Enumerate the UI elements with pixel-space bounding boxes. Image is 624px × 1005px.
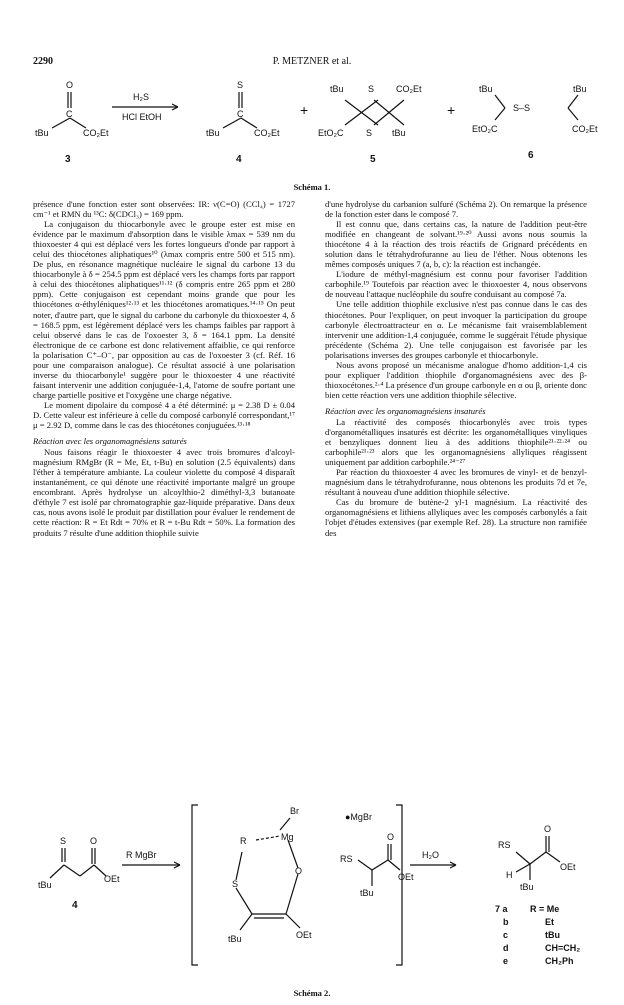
tbu-label-5b: tBu — [392, 128, 406, 138]
atom-s-int: S — [232, 879, 239, 889]
compound-label-3: 3 — [65, 154, 71, 165]
paragraph: Le moment dipolaire du composé 4 a été déterminé: μ = 2.38 D ± 0.04 D. Cette valeur est inférieure à celle du composé carbonylé correspondant,¹⁷ μ = 2.92 D, comme dans le cas des thiocétones conjuguées.¹³·¹⁸ — [33, 399, 295, 431]
legend-r: tBu — [545, 930, 560, 940]
right-column — [325, 199, 587, 538]
tbu-label-7: tBu — [520, 882, 534, 892]
rs-label: RS — [340, 854, 353, 864]
atom-h-7: H — [506, 870, 513, 880]
atom-c-4: C — [237, 109, 244, 119]
paragraph: Une telle addition thiophile exclusive n'est pas connue dans le cas des thiocétones. Pour l'expliquer, on peut invoquer la participation du groupe carbonyle électroattracteur en α. Le mécanisme fait vraisemblablement intervenir une addition-1,4 conjuguée, comme le suggérait l'étude physique précédente (Schéma 2). Une telle conjugaison est favorisée par les polarisations inverses des groupes carbonyle et thiocarbonyle. — [325, 299, 587, 360]
atom-o-7: O — [544, 824, 552, 834]
atom-mg: Mg — [281, 832, 294, 842]
running-head: P. METZNER et al. — [272, 56, 352, 67]
compound-label-5: 5 — [370, 154, 376, 165]
atom-s-4: S — [60, 836, 67, 846]
eto2c-label-6: EtO₂C — [472, 124, 498, 134]
co2et-label: CO₂Et — [83, 128, 109, 138]
plus-sign-2: + — [447, 102, 456, 118]
legend-r: CH₂Ph — [545, 956, 574, 966]
disulfide-label: S–S — [513, 103, 531, 113]
legend-id: b — [503, 917, 509, 927]
paragraph: Cas du bromure de butène-2 yl-1 magnésium. La réactivité des organomagnésiens et lithiens allyliques avec les composés carbonylés a fait l'objet d'études extensives (par exemple Ref. 28). La structure non ramifiée des — [325, 497, 587, 538]
reagent-h2s: H₂S — [133, 92, 149, 102]
reagent-rmgbr: R MgBr — [126, 850, 157, 860]
oet-label-int: OEt — [296, 930, 312, 940]
tbu-label: tBu — [35, 128, 49, 138]
eto2c-label-5: EtO₂C — [318, 128, 344, 138]
oet-label-7: OEt — [560, 862, 576, 872]
legend-id: c — [503, 930, 509, 940]
co2et-label-4: CO₂Et — [254, 128, 280, 138]
oet-label-4: OEt — [104, 874, 120, 884]
paragraph: d'une hydrolyse du carbanion sulfuré (Schéma 2). On remarque la présence de la fonction ester dans le composé 7. — [325, 199, 587, 220]
co2et-label-5: CO₂Et — [396, 84, 422, 94]
section-heading: Réaction avec les organomagnésiens saturés — [33, 436, 187, 447]
scheme-2-caption: Schéma 2. — [293, 988, 331, 998]
tbu-label-5a: tBu — [330, 84, 344, 94]
atom-o: O — [66, 80, 74, 90]
paragraph: L'iodure de méthyl-magnésium est connu pour favoriser l'addition carbophile.¹⁹ Toutefois par réaction avec le thioxoester 4, nous observons de nouveau l'attaque nucléophile du soufre conduisant au composé 7a. — [325, 269, 587, 300]
legend-id: d — [503, 943, 509, 953]
left-column — [33, 199, 295, 538]
scheme-1 — [0, 70, 624, 175]
scheme-1-caption: Schéma 1. — [293, 182, 331, 192]
scheme-2 — [0, 790, 624, 1005]
tbu-label-int: tBu — [228, 934, 242, 944]
atom-s-5b: S — [366, 128, 373, 138]
compound-label-4: 4 — [236, 154, 242, 165]
atom-o-int: O — [295, 866, 303, 876]
mgbr-label: ●MgBr — [345, 812, 372, 822]
paragraph: Nous avons proposé un mécanisme analogue d'homo addition-1,4 cis pour expliquer l'addition thiophile d'organomagnésiens avec des β-thioxocétones.²·⁴ La présence d'un groupe carbonyle en α ou β, oriente donc bien cette réaction vers une addition thiophile sélective. — [325, 359, 587, 400]
atom-c: C — [66, 109, 73, 119]
paragraph: Nous faisons réagir le thioxoester 4 avec trois bromures d'alcoyl-magnésium RMgBr (R = Me, Et, t-Bu) en solution (2.5 équivalents) dans l'éther à température ambiante. La couleur violette du composé 4 disparaît instantanément, ce qui dénote une réactivité importante malgré un groupe encombrant. Après hydrolyse un alcoylthio-2 diméthyl-3,3 butanoate d'éthyle 7 est isolé par chromatographie gaz-liquide préparative. Dans deux cas, nous avons isolé le produit par distillation pour évaluer le rendement de cette réaction: R = Et Rdt = 70% et R = t-Bu Rdt = 50%. La formation des produits 7 résulte d'une addition thiophile suivie — [33, 447, 295, 538]
rs-label-7: RS — [498, 840, 511, 850]
atom-s: S — [237, 80, 244, 90]
legend-id: e — [503, 956, 509, 966]
tbu-label-4: tBu — [206, 128, 220, 138]
section-heading: Réaction avec les organomagnésiens insaturés — [325, 405, 486, 416]
atom-o-4: O — [90, 836, 98, 846]
tbu-label-6a: tBu — [479, 84, 493, 94]
atom-o-anion: O — [387, 832, 395, 842]
compound-label-6: 6 — [528, 150, 534, 161]
atom-r: R — [240, 836, 247, 846]
paragraph: Il est connu que, dans certains cas, la nature de l'addition peut-être modifiée en changeant de solvant.¹⁹·²⁰ Aussi avons nous soumis la thiocétone 4 à la réaction des trois réactifs de Grignard précédents en solution dans le tétrahydrofuranne au lieu de l'éther. Nous obtenons les mêmes composés uniques 7 (a, b, c): la réaction est inchangée. — [325, 219, 587, 270]
paragraph: La réactivité des composés thiocarbonylés avec trois types d'organométalliques insaturés est décrite: les organométalliques vinyliques et benzyliques donnent lieu à des additions thiophile²¹·²²·²⁴ ou carbophile²¹·²³ alors que les organomagnésiens allyliques réagissent uniquement par addition carbophile.²⁴⁻²⁷ — [325, 416, 587, 468]
legend-id: 7 a — [495, 904, 508, 914]
tbu-label-6b: tBu — [573, 84, 587, 94]
oet-label-anion: OEt — [398, 872, 414, 882]
plus-sign-1: + — [300, 102, 309, 118]
tbu-label-4: tBu — [38, 880, 52, 890]
tbu-label-anion: tBu — [360, 888, 374, 898]
legend-r: R = Me — [530, 904, 560, 914]
page-number: 2290 — [33, 56, 53, 67]
co2et-label-6: CO₂Et — [572, 124, 598, 134]
legend-r: Et — [545, 917, 554, 927]
paragraph: présence d'une fonction ester sont observées: IR: ν(C=O) (CCl₄) = 1727 cm⁻¹ et RMN du ¹³C: δ(CDCl₃) = 169 ppm. — [33, 199, 295, 220]
atom-s-5a: S — [368, 84, 375, 94]
compound-label-4: 4 — [72, 900, 78, 911]
reagent-h2o: H₂O — [422, 850, 439, 860]
reagent-hcl-etoh: HCl EtOH — [122, 112, 162, 122]
paragraph: Par réaction du thioxoester 4 avec les bromures de vinyl- et de benzyl-magnésium dans le tétrahydrofuranne, nous obtenons les produits 7d et 7e, résultant à nouveau d'une addition thiophile sélective. — [325, 467, 587, 498]
paragraph: La conjugaison du thiocarbonyle avec le groupe ester est mise en évidence par le maximum d'absorption dans le visible λmax = 539 nm du thioxoester 4 qui est déplacé vers les fortes longueurs d'onde par rapport à celui des thiocétones aliphatiques¹⁰ (λmax compris entre 500 et 515 nm). De plus, en résonance magnétique nucléaire le signal du carbone 13 du thiocarbonyle à δ = 254.5 ppm est déplacé vers les champs forts par rapport à celui des thiocétones aliphatiques¹¹·¹² (δ compris entre 265 ppm et 280 ppm). Cette conjugaison est cependant moins grande que pour les thiocétones α-éthyléniques¹²·¹³ et les thiocétones aromatiques.¹⁴·¹⁵ On peut noter, d'autre part, que le signal du carbone du carbonyle du thioxoester 4, δ = 168.5 ppm, est légèrement déplacé vers les champs faibles par rapport à celui observé dans le cas de l'oxoester 3, δ = 164.1 ppm. La densité électronique de ce carbone est donc relativement affaiblie, ce qui renforce la polarisation C⁺–O⁻, par opposition au cas de l'oxoester 3 (cf. Réf. 16 pour une comparaison analogue). Ce résultat associé à une polarisation inverse du thiocarbonyle¹ suggère pour le thioxoester 4 une réactivité faisant intervenir une addition conjuguée-1,4, l'atome de soufre portant une charge partielle positive et l'oxygène une charge négative. — [33, 219, 295, 400]
atom-br: Br — [290, 806, 299, 816]
legend-r: CH=CH₂ — [545, 943, 581, 953]
